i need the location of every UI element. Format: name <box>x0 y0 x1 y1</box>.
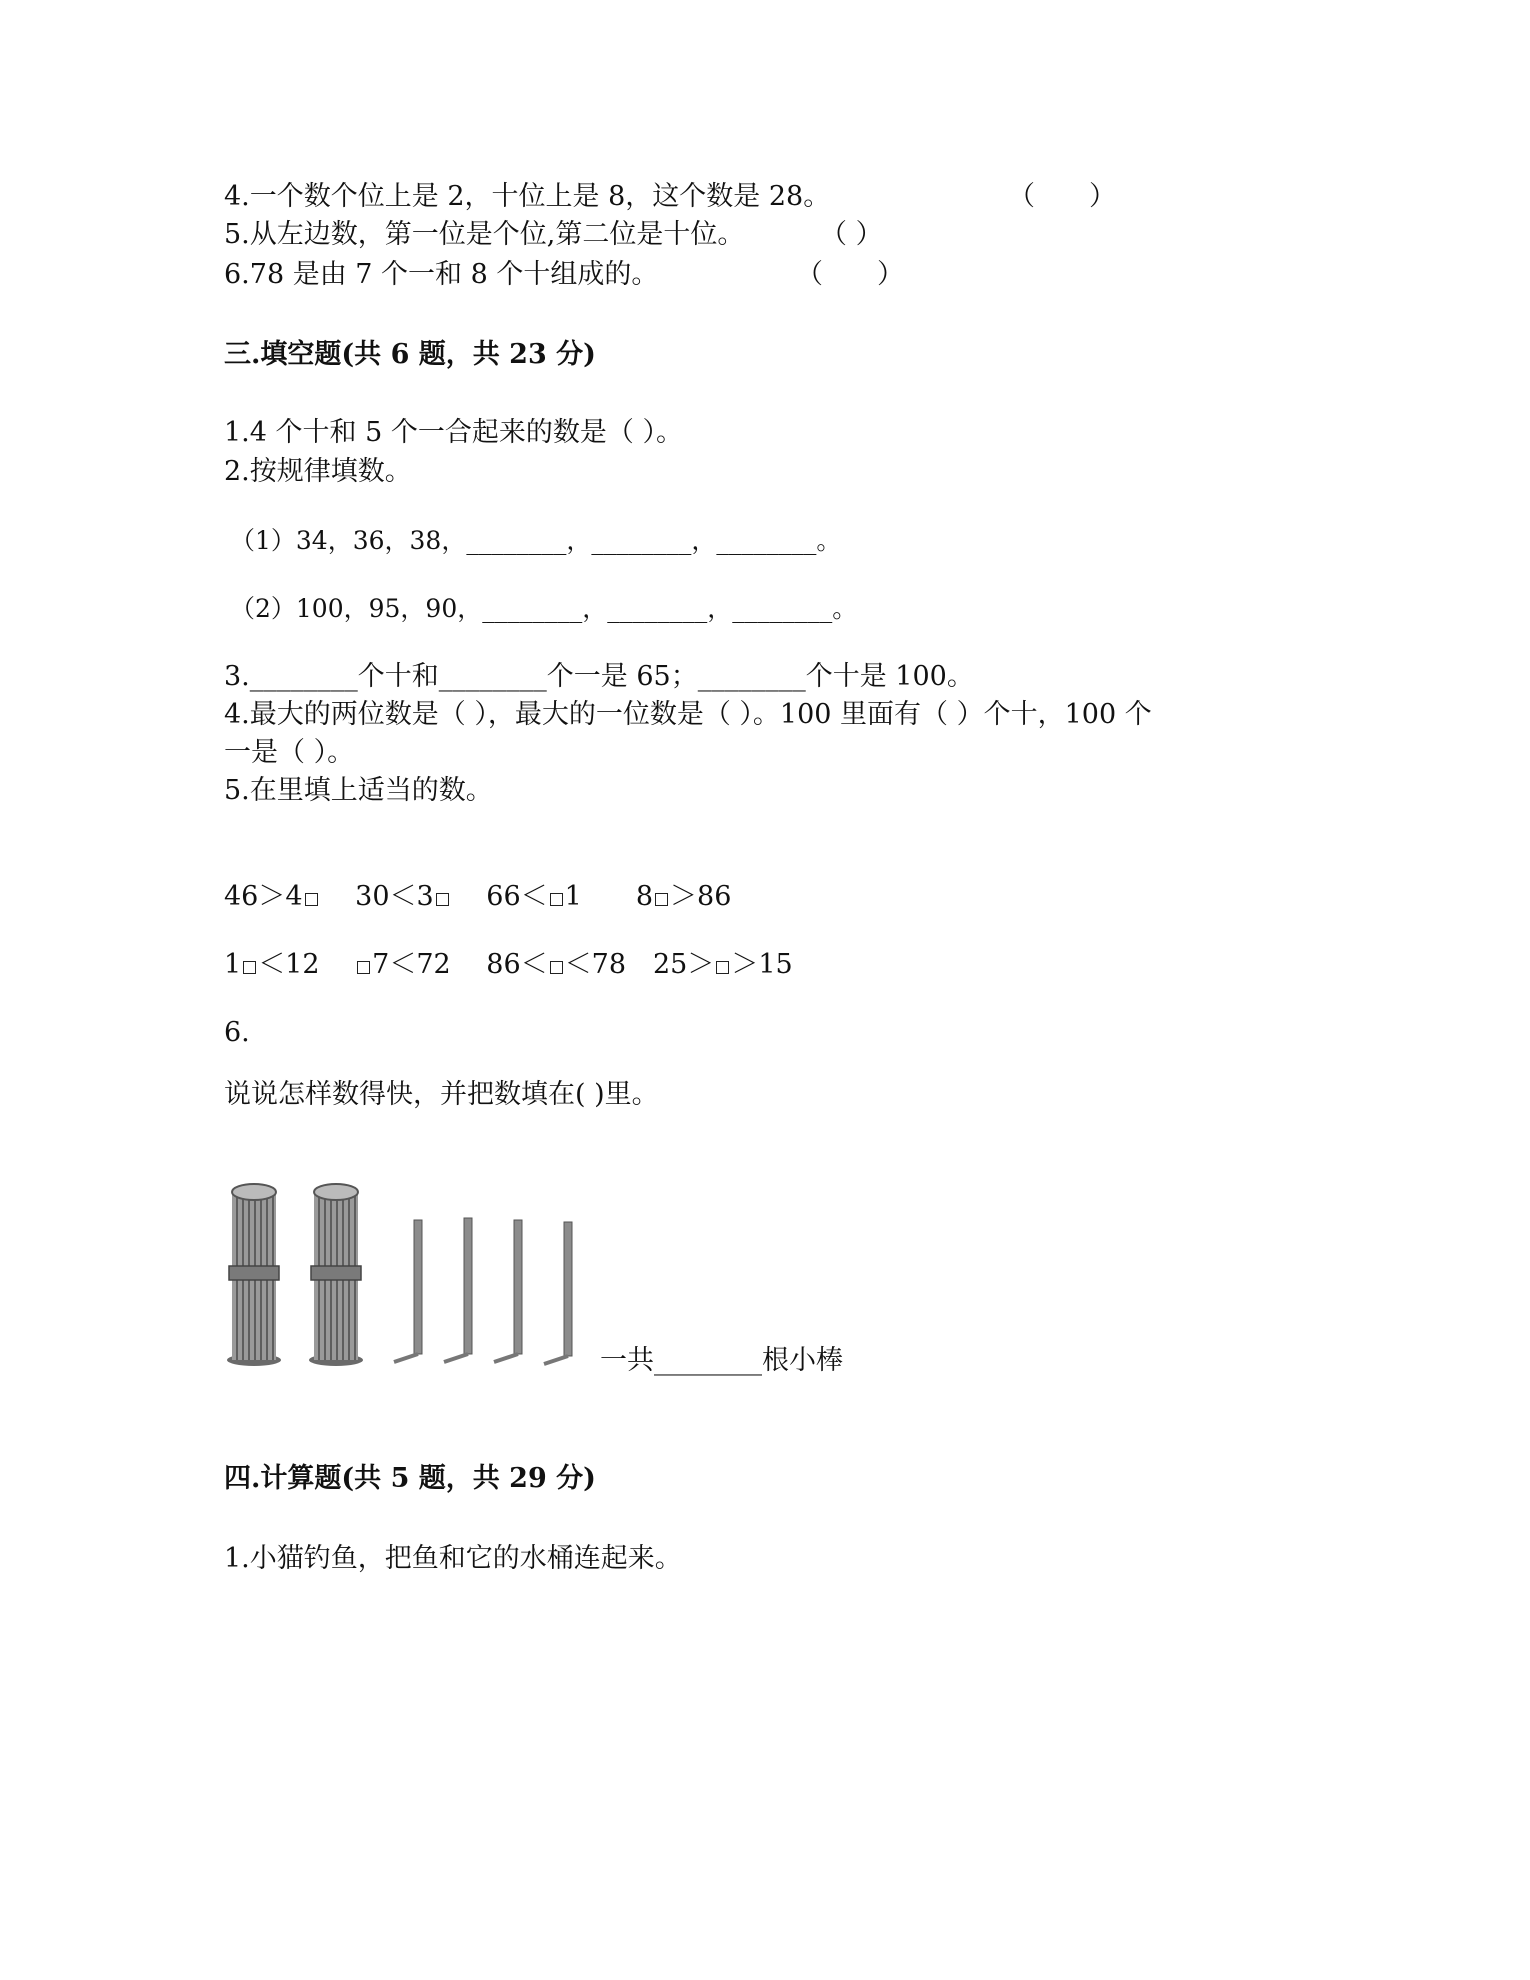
compare-item: 1 <box>224 949 242 980</box>
blank-box[interactable] <box>357 961 370 974</box>
fill-q6-number: 6. <box>224 1017 250 1048</box>
fill-q2-sequence-1: （1）34，36，38，________，________，________。 <box>230 526 842 555</box>
stick-bundle-icon <box>227 1184 281 1366</box>
judge-q6-answer-paren[interactable]: （ ） <box>796 259 904 290</box>
fill-q4-line2: 一是（ ）。 <box>224 737 355 768</box>
compare-item: 8 <box>635 881 654 912</box>
fill-q4-line1: 4.最大的两位数是（ ），最大的一位数是（ ）。100 里面有（ ）个十，100 个 <box>224 699 1152 730</box>
compare-item: ＞15 <box>731 949 793 980</box>
single-stick-icon <box>544 1222 572 1364</box>
blank-box[interactable] <box>655 893 668 906</box>
blank-box[interactable] <box>436 893 449 906</box>
fill-q6-text: 说说怎样数得快，并把数填在( )里。 <box>224 1079 659 1110</box>
compare-item: 7＜72 <box>372 949 451 980</box>
compare-item: ＜78 <box>564 949 626 980</box>
compare-row-1 <box>224 880 731 914</box>
judge-q4: 4.一个数个位上是 2，十位上是 8，这个数是 28。 <box>224 181 831 212</box>
judge-q5-answer-paren[interactable]: （ ） <box>820 219 883 250</box>
judge-q5: 5.从左边数，第一位是个位,第二位是十位。 <box>224 219 745 250</box>
blank-box[interactable] <box>550 893 563 906</box>
compare-item: ＜12 <box>258 949 320 980</box>
single-stick-icon <box>494 1220 522 1362</box>
stick-bundles-image <box>224 1180 602 1368</box>
blank-box[interactable] <box>716 961 729 974</box>
single-stick-icon <box>394 1220 422 1362</box>
single-stick-icon <box>444 1218 472 1362</box>
blank-box[interactable] <box>550 961 563 974</box>
compare-item: 25＞ <box>653 949 715 980</box>
compare-item: 1 <box>564 881 582 912</box>
compare-row-2 <box>224 948 793 982</box>
fill-q2-sequence-2: （2）100，95，90，________，________，________。 <box>230 594 858 623</box>
section4-title: 四.计算题(共 5 题，共 29 分) <box>224 1463 596 1494</box>
compare-item: 86＜ <box>486 949 548 980</box>
compare-item: 66＜ <box>486 881 548 912</box>
fill-q3: 3.________个十和________个一是 65；________个十是 100。 <box>224 661 974 692</box>
judge-q4-answer-paren[interactable]: （ ） <box>1008 181 1116 212</box>
fill-q5: 5.在里填上适当的数。 <box>224 775 493 806</box>
blank-box[interactable] <box>243 961 256 974</box>
compare-item: 30＜3 <box>355 881 434 912</box>
calc-q1: 1.小猫钓鱼，把鱼和它的水桶连起来。 <box>224 1543 682 1574</box>
fill-q2: 2.按规律填数。 <box>224 456 412 487</box>
fill-q6-answer: 一共________根小棒 <box>600 1345 843 1376</box>
section3-title: 三.填空题(共 6 题，共 23 分) <box>224 339 596 370</box>
blank-box[interactable] <box>305 893 318 906</box>
judge-q6: 6.78 是由 7 个一和 8 个十组成的。 <box>224 259 659 290</box>
fill-q1: 1.4 个十和 5 个一合起来的数是（ ）。 <box>224 417 683 448</box>
compare-item: 46＞4 <box>224 881 303 912</box>
stick-bundle-icon <box>309 1184 363 1366</box>
compare-item: ＞86 <box>670 881 732 912</box>
